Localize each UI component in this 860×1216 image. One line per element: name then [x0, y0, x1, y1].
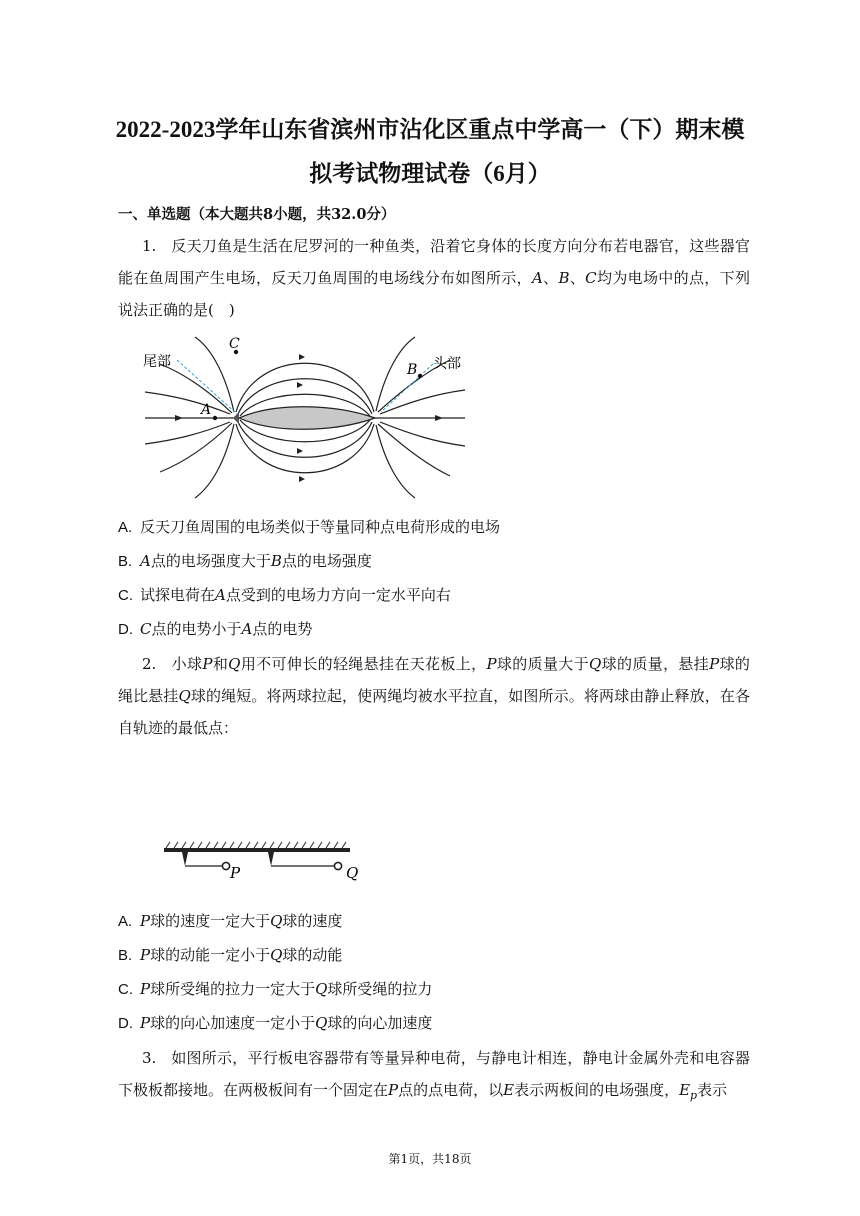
section-heading: 一、单选题（本大题共8小题，共32.0分）	[118, 206, 396, 223]
q1-option-b[interactable]: B. A点的电场强度大于B点的电场强度	[118, 552, 372, 570]
q1-option-a[interactable]: A. 反天刀鱼周围的电场类似于等量同种点电荷形成的电场	[118, 518, 501, 536]
title-line-2: 拟考试物理试卷（6月）	[309, 161, 551, 186]
page-footer: 第1页，共18页	[388, 1152, 472, 1166]
q2-option-b[interactable]: B. P球的动能一定小于Q球的动能	[118, 946, 343, 964]
q2-option-d[interactable]: D. P球的向心加速度一定小于Q球的向心加速度	[118, 1014, 433, 1032]
ball-q-label: Q	[346, 864, 359, 882]
head-label: 头部	[433, 356, 461, 372]
point-b-label: B	[407, 362, 418, 378]
ball-p-label: P	[230, 864, 241, 882]
pendulum-figure	[160, 840, 370, 882]
title-line-1: 2022-2023学年山东省滨州市沾化区重点中学高一（下）期末模	[115, 117, 745, 142]
tail-label: 尾部	[143, 354, 171, 370]
q1-option-c[interactable]: C. 试探电荷在A点受到的电场力方向一定水平向右	[118, 586, 451, 604]
point-a-label: A	[201, 402, 212, 418]
q2-option-c[interactable]: C. P球所受绳的拉力一定大于Q球所受绳的拉力	[118, 980, 433, 998]
question-2-stem: 2. 小球P和Q用不可伸长的轻绳悬挂在天花板上，P球的质量大于Q球的质量，悬挂P球的绳比悬挂Q球的绳短。将两球拉起，使两绳均被水平拉直，如图所示。将两球由静止释放，在各自轨迹的最低点：	[118, 655, 750, 737]
question-3-stem: 3. 如图所示，平行板电容器带有等量异种电荷，与静电计相连，静电计金属外壳和电容器下极板都接地。在两极板间有一个固定在P点的点电荷，以E表示两板间的电场强度，$E_p$表示	[118, 1049, 750, 1102]
question-number: 2.	[142, 655, 157, 673]
q2-option-a[interactable]: A. P球的速度一定大于Q球的速度	[118, 912, 343, 930]
question-number: 1.	[142, 237, 157, 255]
fish-electric-field-figure	[135, 332, 475, 502]
question-number: 3.	[142, 1049, 157, 1067]
question-1-stem: 1. 反天刀鱼是生活在尼罗河的一种鱼类，沿着它身体的长度方向分布若电器官，这些器官能在鱼周围产生电场，反天刀鱼周围的电场线分布如图所示，A、B、C均为电场中的点，下列说法正确的是( )	[118, 237, 750, 319]
q1-option-d[interactable]: D. C点的电势小于A点的电势	[118, 620, 313, 638]
point-c-label: C	[229, 336, 240, 352]
